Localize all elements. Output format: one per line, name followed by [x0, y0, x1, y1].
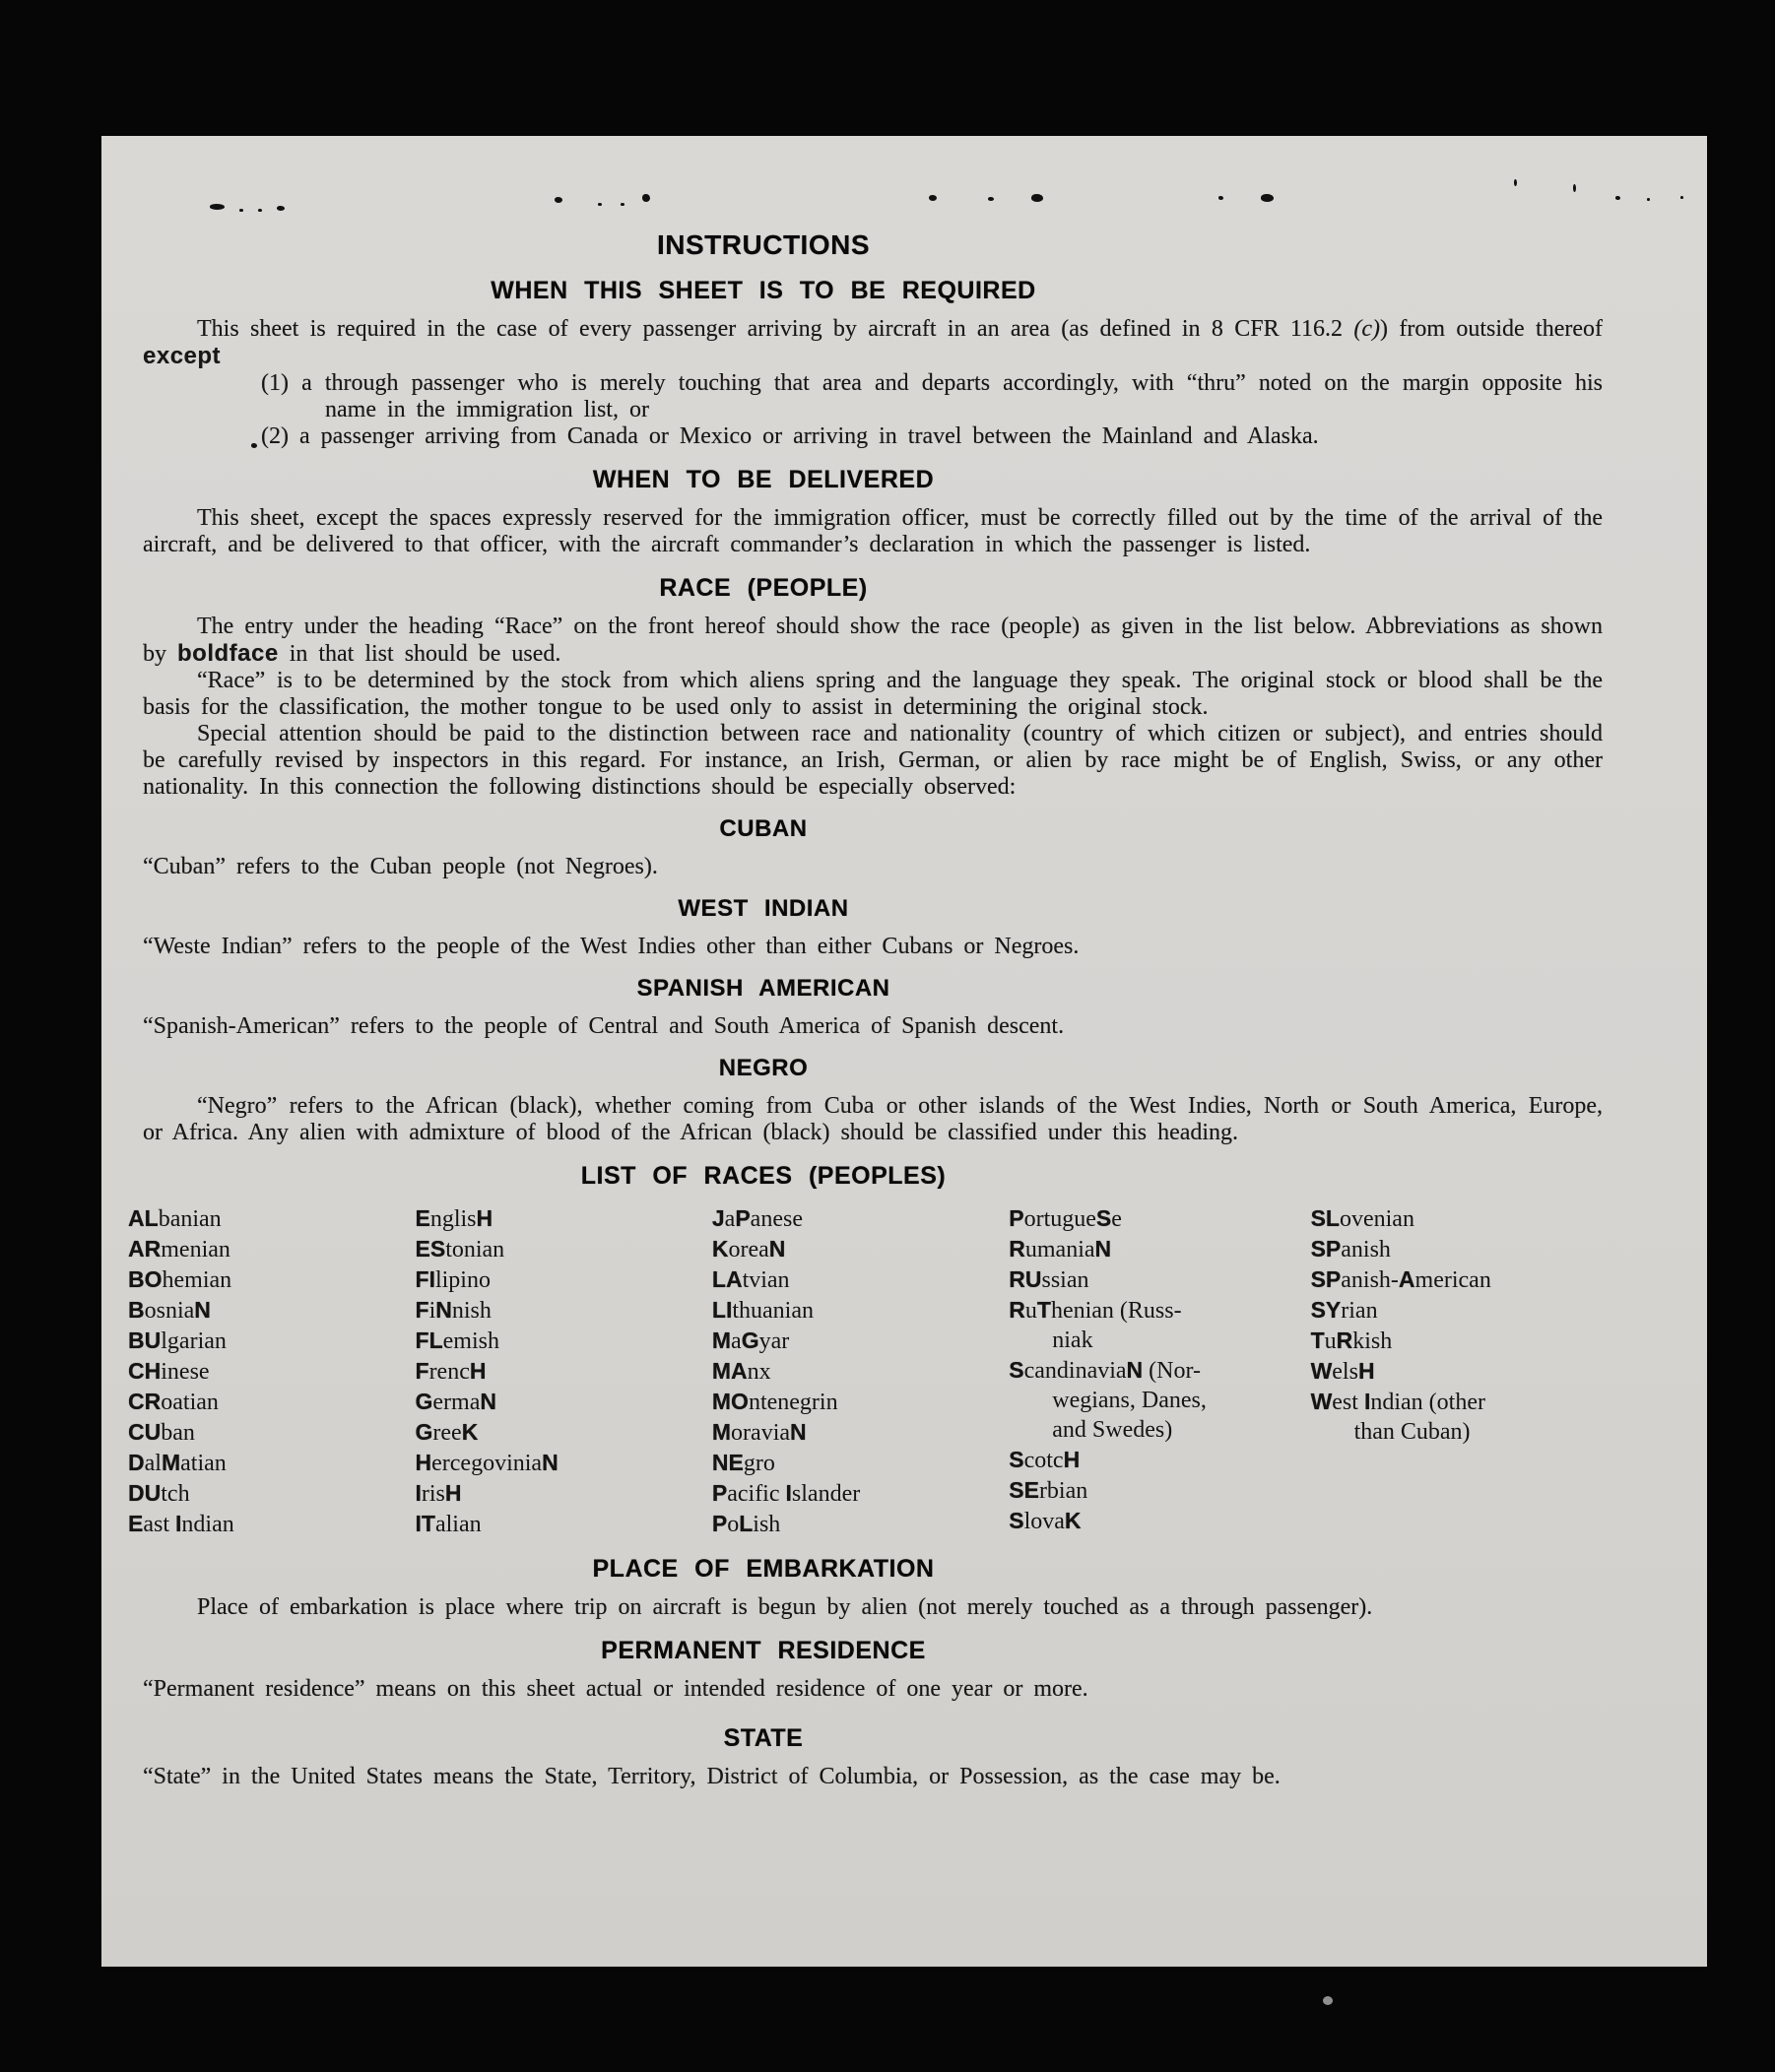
races-column-1: [128, 1203, 416, 1539]
race-entry: GermaN: [415, 1389, 496, 1415]
race-entry: ScotcH: [1009, 1447, 1081, 1473]
race-entry: EStonian: [415, 1236, 505, 1263]
race-entry: LAtvian: [711, 1266, 790, 1293]
race-entry: MAnx: [711, 1358, 771, 1385]
scan-speck: [598, 203, 602, 206]
scan-speck: [929, 195, 937, 201]
race-entry: ScandinaviaN (Nor- wegians, Danes, and Swedes): [1009, 1357, 1207, 1443]
scan-speck: [1261, 194, 1274, 202]
race-entry: EnglisH: [415, 1205, 493, 1232]
race-entry: ITalian: [415, 1511, 482, 1537]
scan-speck: [642, 194, 650, 202]
heading-place-of-embarkation: PLACE OF EMBARKATION: [592, 1555, 935, 1583]
race-entry: MoraviaN: [711, 1419, 807, 1446]
exception-item-1: (1) a through passenger who is merely touching that area and departs accordingly, with “thru” noted on the margin opposite his name in the immigration list, or: [261, 370, 1603, 422]
scan-speck: [1647, 198, 1650, 201]
race-entry: SPanish-American: [1310, 1266, 1491, 1293]
heading-spanish-american: SPANISH AMERICAN: [636, 975, 890, 1002]
race-entry: HercegoviniaN: [415, 1450, 559, 1476]
race-entry: CHinese: [128, 1358, 210, 1385]
race-entry: LIthuanian: [711, 1297, 814, 1324]
race-entry: BosniaN: [128, 1297, 211, 1324]
scan-speck: [1680, 196, 1683, 199]
race-entry: RuThenian (Russ- niak: [1009, 1297, 1182, 1353]
race-entry: CUban: [128, 1419, 195, 1446]
race-entry: CRoatian: [128, 1389, 219, 1415]
scan-speck: [277, 206, 285, 211]
race-entry: WelsH: [1310, 1358, 1375, 1385]
race-entry: SErbian: [1009, 1477, 1088, 1504]
race-entry: FLemish: [415, 1327, 499, 1354]
race-entry: RumaniaN: [1009, 1236, 1112, 1263]
races-column-4: [1009, 1203, 1310, 1539]
race-entry: TuRkish: [1310, 1327, 1393, 1354]
heading-when-delivered: WHEN TO BE DELIVERED: [592, 466, 935, 493]
race-entry: SLovenian: [1310, 1205, 1414, 1232]
race-entry: FrencH: [415, 1358, 487, 1385]
scan-speck: [1031, 194, 1043, 202]
document-page: [101, 136, 1707, 1967]
race-entry: MOntenegrin: [711, 1389, 838, 1415]
heading-west-indian: WEST INDIAN: [678, 895, 849, 922]
paragraph-race-1: The entry under the heading “Race” on the front hereof should show the race (people) as given in the list below. Abbreviations as shown by boldface in that list should be used.: [143, 614, 1603, 667]
scan-speck: [1615, 196, 1620, 200]
paragraph-when-required-intro: This sheet is required in the case of every passenger arriving by aircraft in an area (as defined in 8 CFR 116.2 (c)) from outside thereof except: [143, 316, 1604, 369]
paragraph-place-of-embarkation: Place of embarkation is place where trip on aircraft is begun by alien (not merely touched as a through passenger).: [197, 1594, 1373, 1620]
page-content: [101, 136, 1707, 1967]
race-entry: ALbanian: [128, 1205, 222, 1232]
heading-state: STATE: [723, 1724, 804, 1752]
race-entry: SYrian: [1310, 1297, 1378, 1324]
race-entry: KoreaN: [711, 1236, 786, 1263]
paragraph-west-indian: “Weste Indian” refers to the people of the West Indies other than either Cubans or Negroes.: [143, 934, 1080, 959]
races-column-2: [416, 1203, 712, 1539]
paragraph-cuban: “Cuban” refers to the Cuban people (not Negroes).: [143, 854, 658, 879]
heading-race-people: RACE (PEOPLE): [659, 574, 868, 602]
race-entry: GreeK: [415, 1419, 479, 1446]
race-entry: FIlipino: [415, 1266, 491, 1293]
race-entry: DUtch: [128, 1480, 190, 1507]
page-title: INSTRUCTIONS: [657, 229, 870, 260]
scan-speck: [1573, 184, 1576, 192]
paragraph-negro: “Negro” refers to the African (black), whether coming from Cuba or other islands of the West Indies, North or South America, Europe, or Africa. Any alien with admixture of blood of the African (black) should be classified under this heading.: [143, 1093, 1603, 1145]
race-entry: SPanish: [1310, 1236, 1391, 1263]
race-entry: NEgro: [711, 1450, 775, 1476]
race-entry: BUlgarian: [128, 1327, 227, 1354]
heading-list-of-races: LIST OF RACES (PEOPLES): [580, 1162, 947, 1190]
paragraph-spanish-american: “Spanish-American” refers to the people of Central and South America of Spanish descent.: [143, 1013, 1065, 1039]
scan-speck: [621, 203, 625, 206]
races-column-5: [1311, 1203, 1603, 1539]
paragraph-state: “State” in the United States means the State, Territory, District of Columbia, or Possession, as the case may be.: [143, 1764, 1281, 1789]
heading-when-required: WHEN THIS SHEET IS TO BE REQUIRED: [491, 277, 1036, 304]
scan-speck: [258, 209, 262, 212]
race-entry: Pacific Islander: [711, 1480, 861, 1507]
paragraph-race-3: Special attention should be paid to the distinction between race and nationality (country of which citizen or subject), and entries should be carefully revised by inspectors in this regard. For instance, an Irish, German, or alien by race might be of English, Swiss, or any other nationality. In this connection the following distinctions should be especially observed:: [143, 721, 1603, 800]
race-entry: ARmenian: [128, 1236, 230, 1263]
paragraph-when-delivered: This sheet, except the spaces expressly reserved for the immigration officer, must be correctly filled out by the time of the arrival of the aircraft, and be delivered to that officer, with the aircraft commander’s declaration in which the passenger is listed.: [143, 505, 1603, 557]
race-entry: PoLish: [711, 1511, 781, 1537]
scan-speck: [555, 197, 562, 203]
scan-speck: [1514, 179, 1517, 186]
race-entry: RUssian: [1009, 1266, 1089, 1293]
race-entry: DalMatian: [128, 1450, 227, 1476]
scan-speck: [239, 209, 243, 212]
scan-speck: [988, 197, 994, 201]
race-entry: PortugueSe: [1009, 1205, 1122, 1232]
scan-speck: [210, 204, 225, 210]
race-entry: BOhemian: [128, 1266, 232, 1293]
paragraph-permanent-residence: “Permanent residence” means on this sheet actual or intended residence of one year or more.: [143, 1676, 1088, 1702]
race-entry: West Indian (other than Cuban): [1310, 1389, 1485, 1445]
scan-speck: [1218, 196, 1223, 200]
race-entry: JaPanese: [711, 1205, 803, 1232]
exception-item-2: (2) a passenger arriving from Canada or Mexico or arriving in travel between the Mainland and Alaska.: [261, 423, 1319, 449]
scan-speck: [251, 443, 257, 448]
scan-dot: [1323, 1996, 1333, 2005]
race-entry: MaGyar: [711, 1327, 790, 1354]
race-entry: SlovaK: [1009, 1508, 1082, 1534]
race-entry: FiNnish: [415, 1297, 492, 1324]
race-entry: IrisH: [415, 1480, 462, 1507]
heading-cuban: CUBAN: [719, 815, 808, 842]
race-entry: East Indian: [128, 1511, 234, 1537]
paragraph-race-2: “Race” is to be determined by the stock from which aliens spring and the language they speak. The original stock or blood shall be the basis for the classification, the mother tongue to be used only to assist in determining the original stock.: [143, 668, 1603, 720]
races-column-3: [712, 1203, 1009, 1539]
heading-negro: NEGRO: [718, 1055, 809, 1081]
races-list: [128, 1203, 1603, 1539]
heading-permanent-residence: PERMANENT RESIDENCE: [601, 1637, 926, 1664]
